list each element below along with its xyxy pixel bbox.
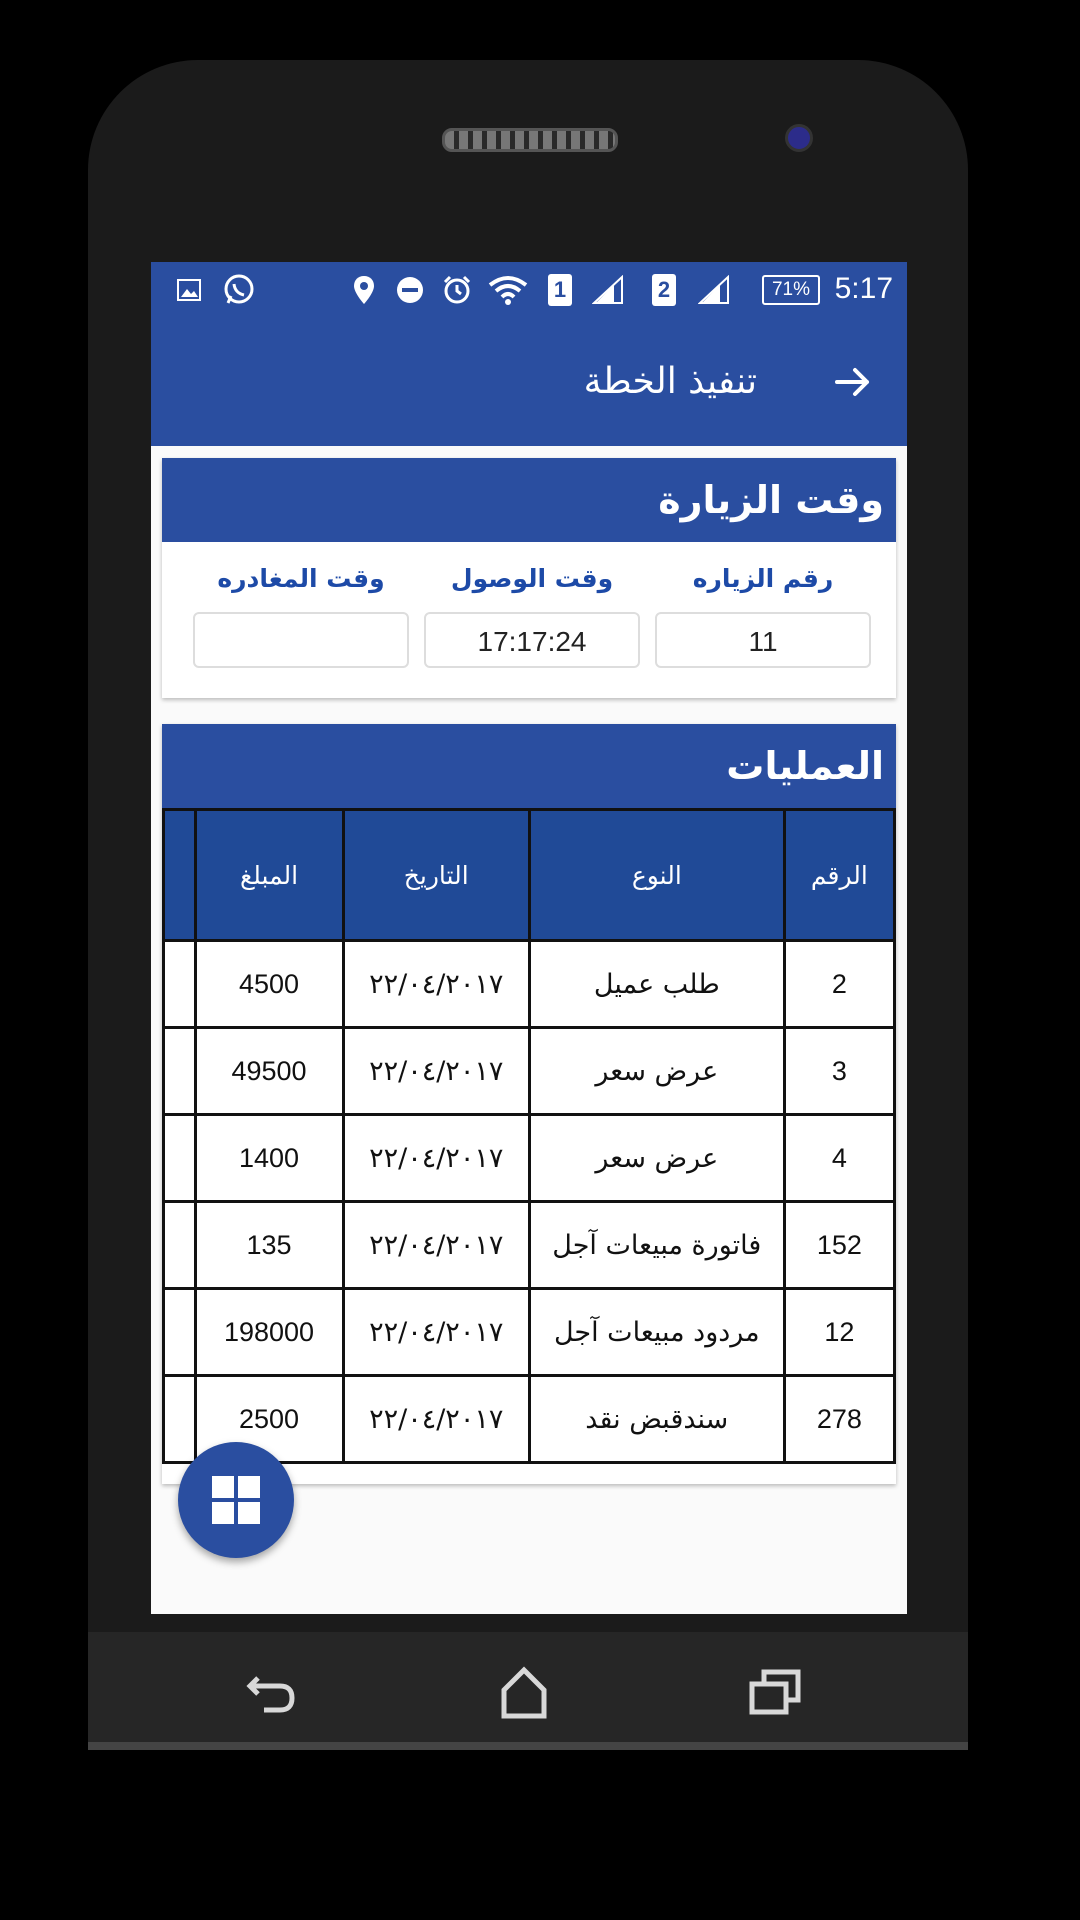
cell-number: 2: [784, 941, 894, 1028]
cell-amount: 135: [195, 1202, 343, 1289]
cell-overflow: [164, 1376, 196, 1463]
cell-overflow: [164, 1289, 196, 1376]
table-row[interactable]: [164, 1289, 895, 1376]
back-button[interactable]: [829, 358, 877, 406]
visit-time-title: وقت الزيارة: [162, 458, 896, 542]
operations-table: [162, 808, 896, 1464]
grid-icon: [210, 1474, 262, 1526]
table-row[interactable]: [164, 1376, 895, 1463]
home-icon: [494, 1664, 554, 1720]
device-home-button[interactable]: [494, 1664, 554, 1720]
cell-date: ٢٢/٠٤/٢٠١٧: [343, 1115, 529, 1202]
signal-icon: [591, 272, 625, 308]
cell-amount: 198000: [195, 1289, 343, 1376]
front-camera: [785, 124, 813, 152]
status-time: 5:17: [834, 272, 893, 305]
cell-date: ٢٢/٠٤/٢٠١٧: [343, 1202, 529, 1289]
sim2-icon: 2: [651, 272, 677, 308]
cell-date: ٢٢/٠٤/٢٠١٧: [343, 941, 529, 1028]
page-title: تنفيذ الخطة: [583, 361, 757, 402]
arrival-time-field[interactable]: 17:17:24: [424, 612, 640, 668]
cell-number: 4: [784, 1115, 894, 1202]
cell-amount: 49500: [195, 1028, 343, 1115]
table-row[interactable]: [164, 941, 895, 1028]
app-bar: [151, 318, 907, 446]
signal-icon: [697, 272, 731, 308]
departure-time-field[interactable]: [193, 612, 409, 668]
arrow-right-icon: [829, 358, 877, 406]
cell-amount: 4500: [195, 941, 343, 1028]
visit-number-label: رقم الزياره: [692, 564, 834, 593]
table-row[interactable]: [164, 1115, 895, 1202]
battery-level: 71%: [762, 275, 820, 305]
operations-card: [162, 724, 896, 1484]
cell-date: ٢٢/٠٤/٢٠١٧: [343, 1376, 529, 1463]
cell-number: 3: [784, 1028, 894, 1115]
column-header-type: النوع: [529, 810, 784, 941]
column-header-number: الرقم: [784, 810, 894, 941]
app-screen: [151, 262, 907, 1614]
cell-number: 12: [784, 1289, 894, 1376]
alarm-icon: [441, 272, 473, 308]
cell-overflow: [164, 1115, 196, 1202]
device-recents-button[interactable]: [746, 1664, 806, 1720]
undo-arrow-icon: [242, 1664, 302, 1720]
cell-type: عرض سعر: [529, 1028, 784, 1115]
departure-time-label: وقت المغادره: [217, 564, 385, 593]
cell-type: طلب عميل: [529, 941, 784, 1028]
device-chin: [88, 1742, 968, 1750]
cell-type: عرض سعر: [529, 1115, 784, 1202]
visit-number-field[interactable]: 11: [655, 612, 871, 668]
device-back-button[interactable]: [242, 1664, 302, 1720]
cell-type: سندقبض نقد: [529, 1376, 784, 1463]
status-bar: [151, 262, 907, 318]
column-header-date: التاريخ: [343, 810, 529, 941]
cell-amount: 2500: [195, 1376, 343, 1463]
cell-overflow: [164, 1028, 196, 1115]
operations-title: العمليات: [162, 724, 896, 808]
sim1-icon: 1: [547, 272, 573, 308]
visit-time-card: [162, 458, 896, 698]
column-header-amount: المبلغ: [195, 810, 343, 941]
cell-amount: 1400: [195, 1115, 343, 1202]
cell-date: ٢٢/٠٤/٢٠١٧: [343, 1028, 529, 1115]
table-row[interactable]: [164, 1028, 895, 1115]
cell-type: مردود مبيعات آجل: [529, 1289, 784, 1376]
location-icon: [351, 272, 377, 308]
cell-date: ٢٢/٠٤/٢٠١٧: [343, 1289, 529, 1376]
whatsapp-icon: [221, 272, 257, 308]
recents-icon: [746, 1664, 806, 1720]
table-row[interactable]: [164, 1202, 895, 1289]
menu-fab-button[interactable]: [178, 1442, 294, 1558]
speaker-grill: [442, 128, 618, 152]
arrival-time-label: وقت الوصول: [450, 564, 614, 593]
wifi-icon: [487, 272, 529, 308]
cell-number: 152: [784, 1202, 894, 1289]
image-icon: [175, 272, 203, 308]
cell-overflow: [164, 1202, 196, 1289]
column-header-overflow: [164, 810, 196, 941]
cell-type: فاتورة مبيعات آجل: [529, 1202, 784, 1289]
cell-number: 278: [784, 1376, 894, 1463]
battery-icon: [761, 272, 821, 308]
dnd-icon: [395, 272, 425, 308]
table-header-row: [164, 810, 895, 941]
cell-overflow: [164, 941, 196, 1028]
